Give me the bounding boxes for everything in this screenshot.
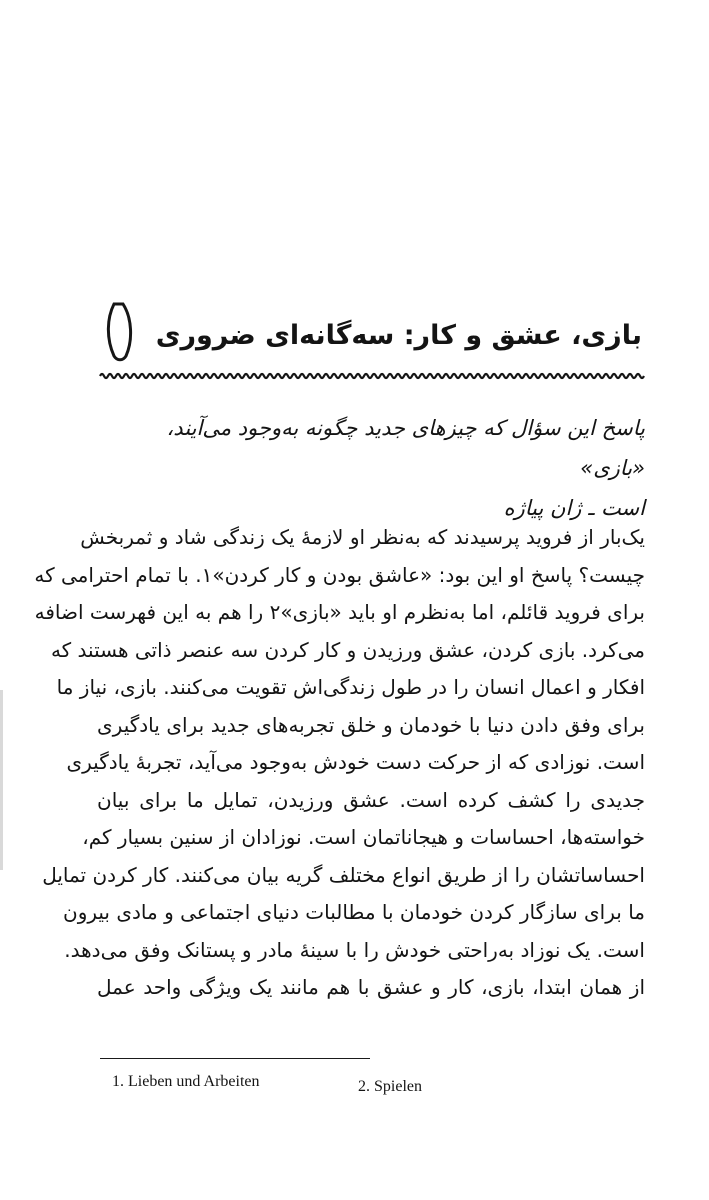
body-line: ما برای سازگار کردن خودمان با مطالبات دنیای اجتماعی و مادی بیرون	[63, 900, 645, 924]
body-line: خواسته‌ها، احساسات و هیجاناتمان است. نوزادان از سنین بسیار کم،	[82, 825, 645, 849]
chapter-number-glyph	[104, 300, 134, 362]
epigraph-line-1: پاسخ این سؤال که چیزهای جدید چگونه به‌وجود می‌آیند، «بازی»	[166, 416, 645, 480]
chapter-header	[100, 300, 646, 380]
footnote-divider	[100, 1058, 370, 1059]
epigraph-line-2: است ـ ژان پیاژه	[503, 496, 645, 520]
body-line: می‌کرد. بازی کردن، عشق ورزیدن و کار کردن سه عنصر ذاتی هستند که	[50, 637, 645, 662]
body-line: احساساتشان را از طریق انواع مختلف گریه بیان می‌کنند. کار کردن تمایل	[42, 862, 645, 887]
footnotes	[100, 1073, 600, 1097]
body-line: افکار و اعمال انسان را در طول زندگی‌اش تقویت می‌کنند. بازی، نیاز ما	[56, 675, 645, 699]
chapter-title: بازی، عشق و کار: سه‌گانه‌ای ضروری	[155, 320, 642, 351]
body-line: از همان ابتدا، بازی، کار و عشق با هم مانند یک ویژگی واحد عمل	[97, 975, 645, 999]
body-line: است. یک نوزاد به‌راحتی خودش را با سینهٔ مادر و پستانک وفق می‌دهد.	[64, 937, 645, 962]
body-line: جدیدی را کشف کرده است. عشق ورزیدن، تمایل ما برای بیان	[97, 787, 645, 812]
body-line: برای فروید قائلم، اما به‌نظرم او باید «بازی»۲ را هم به این فهرست اضافه	[34, 600, 645, 624]
body-line: یک‌بار از فروید پرسیدند که به‌نظر او لازمهٔ یک زندگی شاد و ثمربخش	[80, 525, 645, 549]
footnote-2: 2. Spielen	[358, 1078, 422, 1095]
footnote-1: 1. Lieben und Arbeiten	[112, 1073, 260, 1090]
title-divider	[100, 372, 644, 380]
body-line: چیست؟ پاسخ او این بود: «عاشق بودن و کار کردن»۱. با تمام احترامی که	[34, 562, 645, 587]
body-paragraph	[34, 519, 645, 1007]
body-line: برای وفق دادن دنیا با خودمان و خلق تجربه‌های جدید برای یادگیری	[97, 712, 645, 737]
epigraph	[100, 408, 645, 528]
body-line: است. نوزادی که از حرکت دست خودش به‌وجود می‌آید، تجربهٔ یادگیری	[66, 750, 645, 774]
page-edge-shadow	[0, 690, 3, 870]
